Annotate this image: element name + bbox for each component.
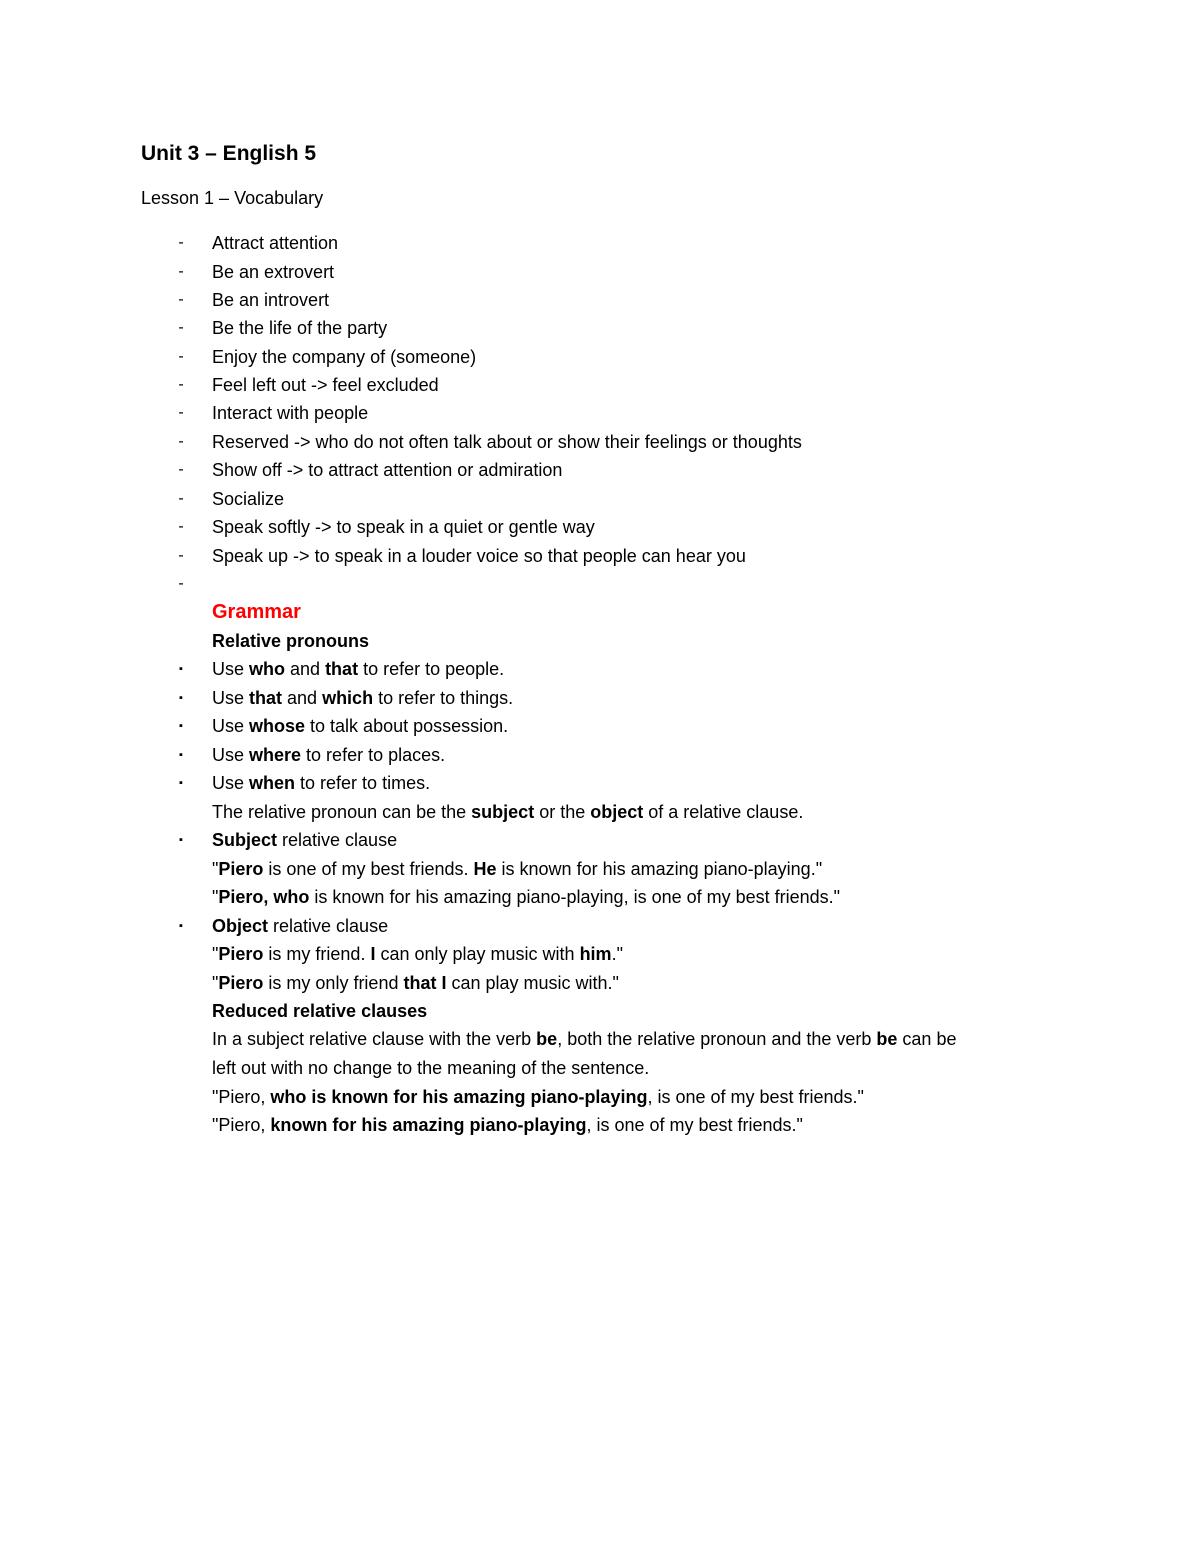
dash-bullet: - <box>178 490 184 507</box>
grammar-rule: Use when to refer to times. <box>212 773 431 793</box>
grammar-rule: Use who and that to refer to people. <box>212 659 505 679</box>
dash-bullet: - <box>178 518 184 535</box>
dash-bullet: - <box>178 348 184 365</box>
reduced-paragraph-line-1: In a subject relative clause with the verb be, both the relative pronoun and the verb be can be <box>212 1029 957 1049</box>
dash-bullet: - <box>178 547 184 564</box>
vocab-item: Enjoy the company of (someone) <box>212 347 477 367</box>
square-bullet: ▪ <box>179 663 183 675</box>
dash-bullet: - <box>178 291 184 308</box>
reduced-example-2: "Piero, known for his amazing piano-playing, is one of my best friends." <box>212 1115 803 1135</box>
object-example-1: "Piero is my friend. I can only play music with him." <box>212 944 623 964</box>
vocab-item: Speak up -> to speak in a louder voice so that people can hear you <box>212 546 746 566</box>
dash-bullet: - <box>178 319 184 336</box>
dash-bullet: - <box>178 461 184 478</box>
dash-bullet: - <box>178 404 184 421</box>
relative-pronoun-note: The relative pronoun can be the subject or the object of a relative clause. <box>212 802 804 822</box>
grammar-heading: Grammar <box>212 601 301 623</box>
reduced-paragraph-line-2: left out with no change to the meaning of the sentence. <box>212 1058 650 1078</box>
square-bullet: ▪ <box>179 920 183 932</box>
subject-example-1: "Piero is one of my best friends. He is known for his amazing piano-playing." <box>212 859 823 879</box>
subject-example-2: "Piero, who is known for his amazing piano-playing, is one of my best friends." <box>212 887 841 907</box>
vocab-item: Be an introvert <box>212 290 330 310</box>
dash-bullet: - <box>178 263 184 280</box>
dash-bullet-empty: - <box>178 575 184 592</box>
square-bullet: ▪ <box>179 720 183 732</box>
reduced-clauses-heading: Reduced relative clauses <box>212 1001 428 1021</box>
dash-bullet: - <box>178 234 184 251</box>
dash-bullet: - <box>178 376 184 393</box>
vocab-item: Attract attention <box>212 233 339 253</box>
reduced-example-1: "Piero, who is known for his amazing piano-playing, is one of my best friends." <box>212 1087 864 1107</box>
object-example-2: "Piero is my only friend that I can play music with." <box>212 973 619 993</box>
square-bullet: ▪ <box>179 834 183 846</box>
grammar-rule: Use that and which to refer to things. <box>212 688 514 708</box>
square-bullet: ▪ <box>179 692 183 704</box>
vocab-item: Show off -> to attract attention or admiration <box>212 460 563 480</box>
dash-bullet: - <box>178 433 184 450</box>
vocab-item: Be an extrovert <box>212 262 335 282</box>
lesson-subtitle: Lesson 1 – Vocabulary <box>141 188 324 208</box>
vocab-item: Be the life of the party <box>212 318 388 338</box>
vocab-item: Socialize <box>212 489 285 509</box>
vocab-item: Interact with people <box>212 403 369 423</box>
doc-title: Unit 3 – English 5 <box>141 142 317 165</box>
vocab-item: Feel left out -> feel excluded <box>212 375 439 395</box>
square-bullet: ▪ <box>179 749 183 761</box>
vocab-item: Speak softly -> to speak in a quiet or gentle way <box>212 517 595 537</box>
subject-clause-heading: Subject relative clause <box>212 830 398 850</box>
grammar-rule: Use whose to talk about possession. <box>212 716 509 736</box>
vocab-item: Reserved -> who do not often talk about or show their feelings or thoughts <box>212 432 802 452</box>
grammar-rule: Use where to refer to places. <box>212 745 446 765</box>
relative-pronouns-heading: Relative pronouns <box>212 631 370 651</box>
object-clause-heading: Object relative clause <box>212 916 389 936</box>
square-bullet: ▪ <box>179 777 183 789</box>
